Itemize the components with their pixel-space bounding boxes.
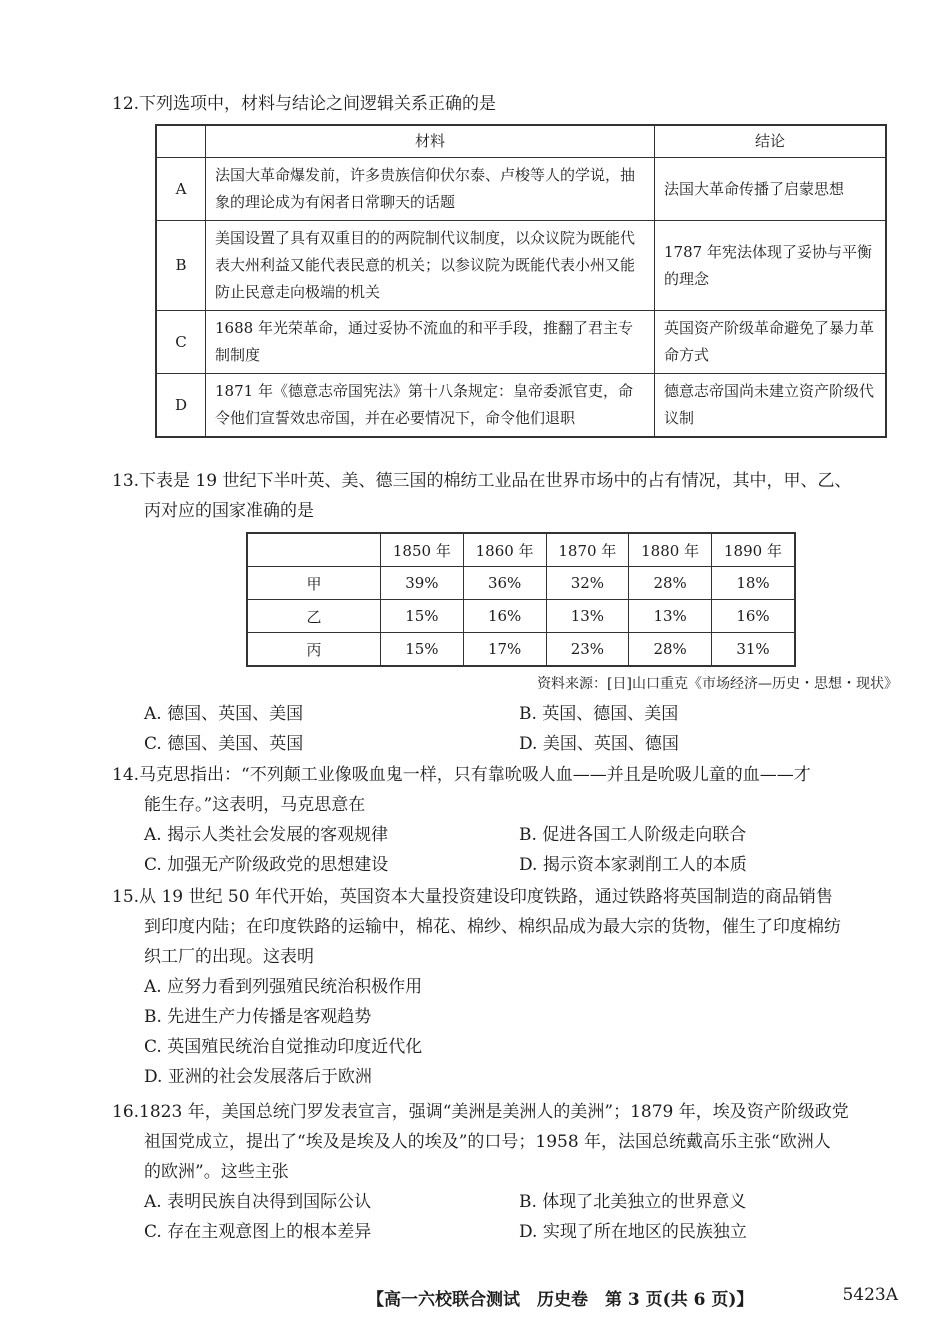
cell-value: 16% (712, 600, 796, 633)
option-d[interactable]: D. 亚洲的社会发展落后于欧洲 (144, 1067, 372, 1087)
row-letter: D (156, 374, 206, 438)
question-13-table (246, 532, 796, 667)
question-14 (112, 760, 912, 880)
question-12-table (155, 124, 887, 438)
row-label: 乙 (247, 600, 381, 633)
cell-value: 39% (381, 567, 464, 600)
header-year: 1880 年 (629, 533, 712, 567)
row-label: 甲 (247, 567, 381, 600)
cell-value: 18% (712, 567, 796, 600)
table-row (247, 567, 795, 600)
question-16-stem-line2: 祖国党成立，提出了“埃及是埃及人的埃及”的口号；1958 年，法国总统戴高乐主张“欧洲人 (144, 1132, 831, 1152)
question-15-stem-line3: 织工厂的出现。这表明 (144, 947, 314, 967)
option-b[interactable]: B. 英国、德国、美国 (519, 704, 679, 724)
question-15-stem-line2: 到印度内陆；在印度铁路的运输中，棉花、棉纱、棉织品成为最大宗的货物，催生了印度棉纺 (144, 917, 841, 937)
question-14-stem-line1: 14.马克思指出：“不列颠工业像吸血鬼一样，只有靠吮吸人血——并且是吮吸儿童的血——才 (112, 765, 811, 785)
row-material: 法国大革命爆发前，许多贵族信仰伏尔泰、卢梭等人的学说，抽象的理论成为有闲者日常聊天的话题 (206, 158, 655, 221)
table-row (156, 311, 886, 374)
option-d[interactable]: D. 美国、英国、德国 (519, 734, 679, 754)
row-conclusion: 法国大革命传播了启蒙思想 (655, 158, 887, 221)
option-a[interactable]: A. 德国、英国、美国 (144, 704, 304, 724)
cell-value: 17% (463, 633, 546, 667)
question-13-stem-line1: 13.下表是 19 世纪下半叶英、美、德三国的棉纺工业品在世界市场中的占有情况，其中，甲、乙、 (112, 471, 852, 491)
option-d[interactable]: D. 实现了所在地区的民族独立 (519, 1222, 747, 1242)
table-row (156, 374, 886, 438)
question-15-stem-line1: 15.从 19 世纪 50 年代开始，英国资本大量投资建设印度铁路，通过铁路将英国制造的商品销售 (112, 887, 833, 907)
header-year: 1850 年 (381, 533, 464, 567)
cell-value: 32% (546, 567, 629, 600)
question-16-stem-line3: 的欧洲”。这些主张 (144, 1162, 289, 1182)
footer-title: 【高一六校联合测试 历史卷 第 3 页(共 6 页)】 (367, 1290, 754, 1310)
options-row (112, 1217, 912, 1247)
question-12-stem: 12.下列选项中，材料与结论之间逻辑关系正确的是 (112, 94, 497, 114)
cell-value: 28% (629, 567, 712, 600)
row-letter: B (156, 221, 206, 311)
option-c[interactable]: C. 英国殖民统治自觉推动印度近代化 (144, 1037, 423, 1057)
option-b[interactable]: B. 促进各国工人阶级走向联合 (519, 825, 747, 845)
option-b[interactable]: B. 体现了北美独立的世界意义 (519, 1192, 747, 1212)
question-14-stem-line2: 能生存。”这表明，马克思意在 (144, 795, 366, 815)
option-c[interactable]: C. 存在主观意图上的根本差异 (144, 1222, 372, 1242)
cell-value: 15% (381, 600, 464, 633)
options-row (112, 699, 912, 729)
header-blank (247, 533, 381, 567)
header-year: 1870 年 (546, 533, 629, 567)
table-row (156, 158, 886, 221)
cell-value: 13% (629, 600, 712, 633)
options-row (112, 1187, 912, 1217)
option-c[interactable]: C. 德国、美国、英国 (144, 734, 304, 754)
table-row (247, 633, 795, 667)
row-conclusion: 德意志帝国尚未建立资产阶级代议制 (655, 374, 887, 438)
options-row (112, 850, 912, 880)
option-c[interactable]: C. 加强无产阶级政党的思想建设 (144, 855, 389, 875)
row-material: 美国设置了具有双重目的的两院制代议制度，以众议院为既能代表大州利益又能代表民意的机关；以参议院为既能代表小州又能防止民意走向极端的机关 (206, 221, 655, 311)
question-13-stem-line2: 丙对应的国家准确的是 (144, 501, 314, 521)
row-letter: C (156, 311, 206, 374)
question-13-source: 资料来源：[日]山口重克《市场经济—历史・思想・现状》 (537, 676, 898, 692)
cell-value: 36% (463, 567, 546, 600)
cell-value: 15% (381, 633, 464, 667)
table-row (247, 600, 795, 633)
header-conclusion: 结论 (655, 125, 887, 158)
option-d[interactable]: D. 揭示资本家剥削工人的本质 (519, 855, 747, 875)
row-material: 1688 年光荣革命，通过妥协不流血的和平手段，推翻了君主专制制度 (206, 311, 655, 374)
cell-value: 28% (629, 633, 712, 667)
cell-value: 23% (546, 633, 629, 667)
cell-value: 13% (546, 600, 629, 633)
question-13-options (112, 699, 912, 759)
footer-code: 5423A (842, 1285, 898, 1305)
table-row (156, 221, 886, 311)
question-13 (112, 466, 851, 526)
header-year: 1890 年 (712, 533, 796, 567)
question-12 (112, 89, 496, 119)
row-material: 1871 年《德意志帝国宪法》第十八条规定：皇帝委派官吏，命令他们宣誓效忠帝国，并在必要情况下，命令他们退职 (206, 374, 655, 438)
row-conclusion: 英国资产阶级革命避免了暴力革命方式 (655, 311, 887, 374)
option-b[interactable]: B. 先进生产力传播是客观趋势 (144, 1007, 372, 1027)
option-a[interactable]: A. 揭示人类社会发展的客观规律 (144, 825, 389, 845)
option-a[interactable]: A. 表明民族自决得到国际公认 (144, 1192, 372, 1212)
table-header-row (156, 125, 886, 158)
question-16-stem-line1: 16.1823 年，美国总统门罗发表宣言，强调“美洲是美洲人的美洲”；1879 年，埃及资产阶级政党 (112, 1102, 849, 1122)
row-label: 丙 (247, 633, 381, 667)
header-material: 材料 (206, 125, 655, 158)
table-header-row (247, 533, 795, 567)
cell-value: 31% (712, 633, 796, 667)
row-conclusion: 1787 年宪法体现了妥协与平衡的理念 (655, 221, 887, 311)
options-row (112, 729, 912, 759)
header-year: 1860 年 (463, 533, 546, 567)
options-row (112, 820, 912, 850)
question-15 (112, 882, 912, 1092)
option-a[interactable]: A. 应努力看到列强殖民统治积极作用 (144, 977, 423, 997)
cell-value: 16% (463, 600, 546, 633)
header-blank (156, 125, 206, 158)
question-16 (112, 1097, 912, 1247)
row-letter: A (156, 158, 206, 221)
